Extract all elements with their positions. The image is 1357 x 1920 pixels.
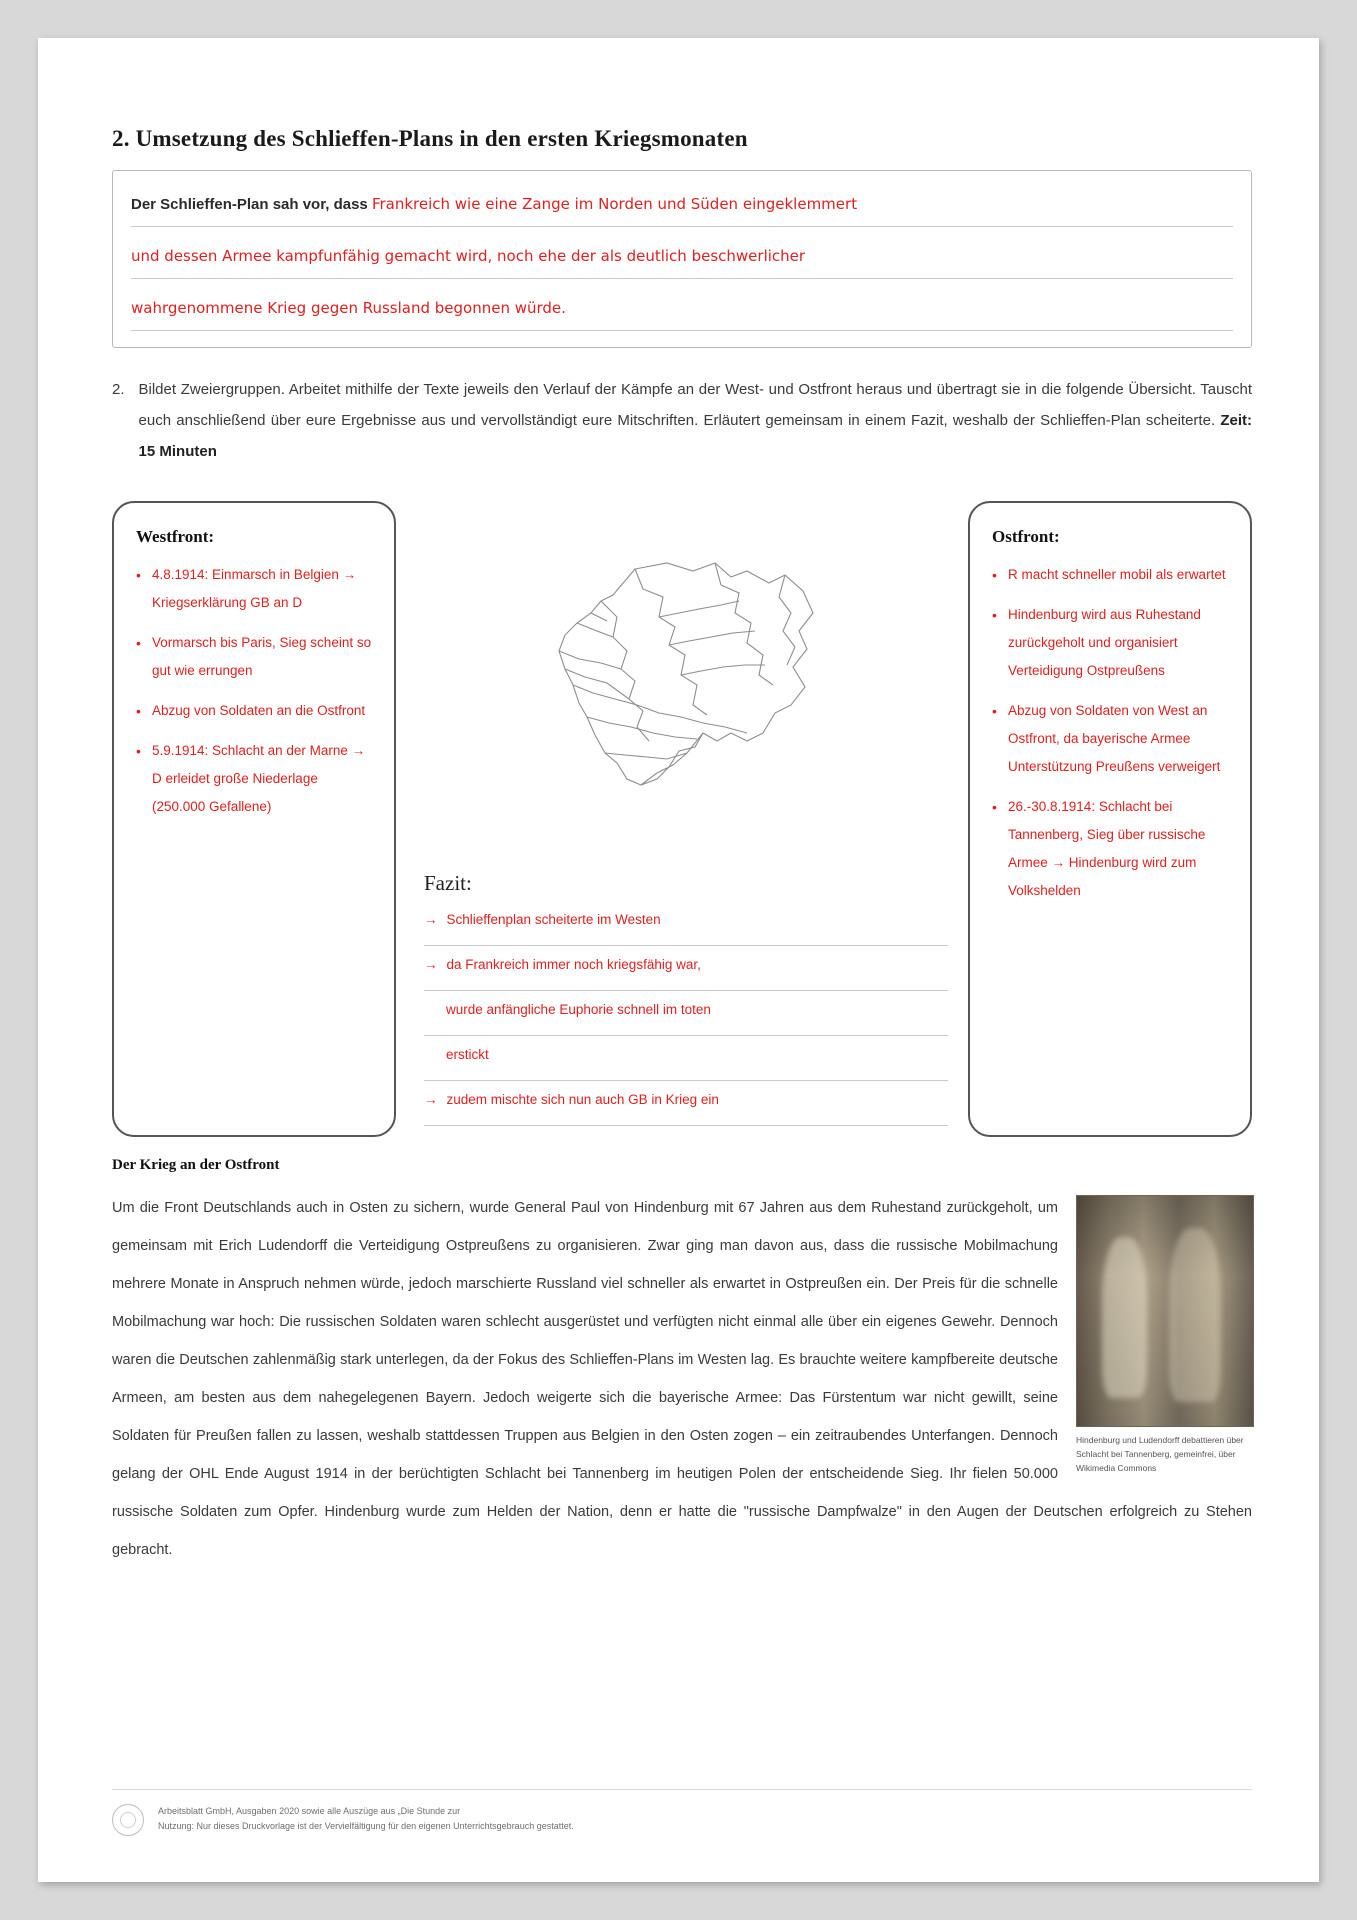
fazit-text: wurde anfängliche Euphorie schnell im toten <box>446 1002 711 1017</box>
fazit-arrow-icon: → <box>424 912 438 927</box>
fazit-text: zudem mischte sich nun auch GB in Krieg ein <box>446 1092 719 1107</box>
publisher-logo-icon <box>112 1804 144 1836</box>
lower-text-block <box>112 1189 1252 1569</box>
page-footer <box>112 1804 1252 1836</box>
ostfront-box <box>968 501 1252 1137</box>
statement-handwriting-2: und dessen Armee kampfunfähig gemacht wird, noch ehe der als deutlich beschwerlicher <box>131 247 806 265</box>
statement-line-2 <box>131 237 1233 279</box>
westfront-list <box>136 561 372 821</box>
photo-figure <box>1076 1195 1252 1475</box>
list-item: • 5.9.1914: Schlacht an der Marne → D erleidet große Niederlage (250.000 Gefallene) <box>136 737 372 821</box>
page-content <box>112 126 1252 1583</box>
fazit-text: Schlieffenplan scheiterte im Westen <box>446 912 661 927</box>
task-description: Bildet Zweiergruppen. Arbeitet mithilfe der Texte jeweils den Verlauf der Kämpfe an der West- und Ostfront heraus und übertragt sie in die folgende Übersicht. Tauscht euch anschließend über eure Ergebnisse aus und vervollständigt eure Mitschriften. Erläutert gemeinsam in einem Fazit, weshalb der Schlieffen-Plan scheiterte. <box>138 381 1252 429</box>
fazit-arrow-icon: → <box>424 1092 438 1107</box>
fazit-line <box>424 912 948 946</box>
fazit-text: erstickt <box>446 1047 489 1062</box>
list-item: • Abzug von Soldaten an die Ostfront <box>136 697 372 725</box>
list-item: • 26.-30.8.1914: Schlacht bei Tannenberg, Sieg über russische Armee → Hindenburg wird zum Volkshelden <box>992 793 1228 905</box>
fazit-heading: Fazit: <box>424 871 472 895</box>
footer-line: Arbeitsblatt GmbH, Ausgaben 2020 sowie alle Auszüge aus „Die Stunde zur <box>158 1806 461 1816</box>
page-title: 2. Umsetzung des Schlieffen-Plans in den ersten Kriegsmonaten <box>112 126 748 151</box>
fronts-overview <box>112 501 1252 1137</box>
westfront-box <box>112 501 396 1137</box>
statement-line-1 <box>131 185 1233 227</box>
list-item: • 4.8.1914: Einmarsch in Belgien → Kriegserklärung GB an D <box>136 561 372 617</box>
historic-photo <box>1076 1195 1254 1427</box>
list-item: • Vormarsch bis Paris, Sieg scheint so gut wie errungen <box>136 629 372 685</box>
task-block <box>112 374 1252 467</box>
ostfront-heading: Ostfront: <box>992 527 1060 546</box>
statement-line-3 <box>131 289 1233 331</box>
statement-handwriting-1: Frankreich wie eine Zange im Norden und Süden eingeklemmert <box>371 195 858 213</box>
body-paragraph: Um die Front Deutschlands auch in Osten zu sichern, wurde General Paul von Hindenburg mit 67 Jahren aus dem Ruhestand zurückgeholt, um gemeinsam mit Erich Ludendorff die Verteidigung Ostpreußens zu organisieren. Zwar ging man davon aus, dass die russische Mobilmachung mehrere Monate in Anspruch nehmen würde, jedoch marschierte Russland viel schneller als erwartet in Ostpreußen ein. Der Preis für die schnelle Mobilmachung war hoch: Die russischen Soldaten waren schlecht ausgerüstet und verfügten nicht einmal alle über ein eigenes Gewehr. Dennoch waren die Deutschen zahlenmäßig stark unterlegen, da der Fokus des Schlieffen-Plans im Westen lag. Es brauchte weitere kampfbereite deutsche Armeen, am besten aus dem nahegelegenen Bayern. Jedoch weigerte sich die bayerische Armee: Das Fürstentum war nicht gewillt, seine Soldaten für Preußen fallen zu lassen, weshalb stattdessen Truppen aus Belgien in den Osten zogen – ein zeitraubendes Unterfangen. Dennoch gelang der OHL Ende August 1914 in der berüchtigten Schlacht bei Tannenberg im heutigen Polen der entscheidende Sieg. Ihr fielen 50.000 russische Soldaten zum Opfer. Hindenburg wurde zum Helden der Nation, denn er hatte die "russische Dampfwalze" in den Augen der Deutschen erfolgreich zu Stehen gebracht. <box>112 1199 1252 1558</box>
statement-handwriting-3: wahrgenommene Krieg gegen Russland begonnen würde. <box>131 299 566 317</box>
task-time: Zeit: 15 Minuten <box>138 412 1252 460</box>
photo-caption: Hindenburg und Ludendorff debattieren über Schlacht bei Tannenberg, gemeinfrei, über Wikimedia Commons <box>1076 1434 1244 1473</box>
footer-text <box>158 1804 574 1834</box>
ostfront-list <box>992 561 1228 905</box>
worksheet-page <box>38 38 1319 1882</box>
map-and-fazit <box>416 501 948 1137</box>
task-number: 2. <box>112 381 125 398</box>
fazit-line <box>424 957 948 991</box>
fazit-line <box>424 1047 948 1081</box>
statement-box <box>112 170 1252 348</box>
fazit-line <box>424 1092 948 1126</box>
list-item: • Hindenburg wird aus Ruhestand zurückgeholt und organisiert Verteidigung Ostpreußens <box>992 601 1228 685</box>
germany-map-icon <box>517 527 847 857</box>
section-heading: Der Krieg an der Ostfront <box>112 1157 280 1173</box>
map-container <box>517 527 847 857</box>
westfront-heading: Westfront: <box>136 527 215 546</box>
task-text <box>139 374 1252 467</box>
list-item: • Abzug von Soldaten von West an Ostfront, da bayerische Armee Unterstützung Preußens verweigert <box>992 697 1228 781</box>
fazit-arrow-icon: → <box>424 957 438 972</box>
statement-intro: Der Schlieffen-Plan sah vor, dass <box>131 196 368 213</box>
fazit-block <box>416 871 948 1137</box>
list-item: • R macht schneller mobil als erwartet <box>992 561 1228 589</box>
footer-line: Nutzung: Nur dieses Druckvorlage ist der Vervielfältigung für den eigenen Unterrichtsgebrauch gestattet. <box>158 1821 574 1831</box>
fazit-text: da Frankreich immer noch kriegsfähig war, <box>446 957 701 972</box>
fazit-line <box>424 1002 948 1036</box>
footer-divider <box>112 1789 1252 1790</box>
